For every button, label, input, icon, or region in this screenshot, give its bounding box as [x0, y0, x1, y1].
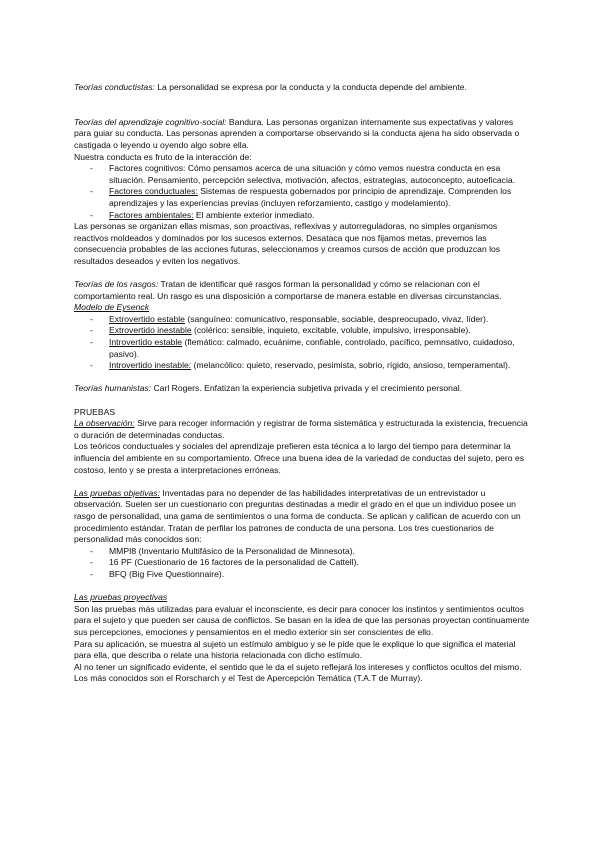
observacion-label: La observación: [74, 418, 135, 429]
objetivas-paragraph [74, 488, 532, 546]
rasgo-text: (melancólico: quieto, reservado, pesimista, sobrio, rígido, ansioso, temperamental). [191, 360, 511, 371]
proyectivas-label-line [74, 592, 532, 604]
factor-text: : Cómo pensamos acerca de una situación y cómo vemos nuestra conducta en esa situación. Pensamiento, percepción selectiva, motivación, afectos, estrategias, autoconcepto, autoeficacia. [109, 163, 516, 185]
dash-bullet: - [90, 337, 93, 348]
factor-label: Factores conductuales: [109, 186, 198, 197]
rasgos-title: Teorías de los rasgos: [74, 279, 159, 290]
list-item [74, 546, 532, 558]
rasgo-label: Extrovertido inestable [109, 325, 192, 336]
proyectivas-paragraph-3: Al no tener un significado evidente, el sentido que le da el sujeto reflejará los intereses y conflictos ocultos del mismo. Los más conocidos son el Rorscharch y el Test de Apercepción Temática (T.A.T de Murray). [74, 661, 522, 684]
interaccion-intro: Nuestra conducta es fruto de la interacción de: [74, 151, 252, 162]
cognitivo-social-closing: Las personas se organizan ellas mismas, son proactivas, reflexivas y autorreguladoras, no simples organismos reactivos moldeados y dominados por los sucesos externos. Desataca que nos fijamos metas, prevemos las consecuencia probables de las acciones futuras, seleccionamos y creamos cursos de acción que produzcan los resultados deseados y eviten los negativos. [74, 221, 501, 266]
conductistas-text: La personalidad se expresa por la conducta y la conducta depende del ambiente. [154, 82, 467, 92]
rasgos-text: Tratan de identificar qué rasgos forman la personalidad y cómo se relacionan con el comportamiento real. Un rasgo es una disposición a comportarse de manera estable en diversas circunstancias. [74, 279, 502, 301]
humanistas-title: Teorías humanistas: [74, 383, 152, 394]
rasgo-label: Introvertido estable [109, 337, 183, 348]
factor-label: Factores ambientales: [109, 209, 194, 220]
list-item [74, 186, 532, 209]
dash-bullet: - [90, 545, 93, 556]
eysenck-label-text: Modelo de Eysenck [74, 302, 149, 313]
dash-bullet: - [90, 313, 93, 324]
proyectivas-paragraph-1: Son las pruebas más utilizadas para evaluar el inconsciente, es decir para conocer los instintos y sentimientos ocultos para el sujeto y que pueden ser causa de conflictos. Se basan en la idea de que las personas proyectan continuamente sus percepciones, emociones y pensamientos en el medio exterior sin ser conscientes de ello. [74, 603, 530, 637]
eysenck-list [74, 314, 532, 372]
list-item [74, 337, 532, 360]
proyectivas-label: Las pruebas proyectivas [74, 592, 168, 603]
dash-bullet: - [90, 163, 93, 174]
list-item [74, 569, 532, 581]
cuestionario-text: BFQ (Big Five Questionnaire). [109, 568, 225, 579]
cuestionarios-list [74, 546, 532, 581]
rasgo-text: (sanguíneo: comunicativo, responsable, sociable, despreocupado, vivaz, líder). [184, 313, 489, 324]
observacion-paragraph [74, 418, 532, 441]
objetivas-text: Inventadas para no depender de las habilidades interpretativas de un entrevistador u observación. Suelen ser un cuestionario con preguntas destinadas a medir el grado en el que un individuo posee un rasgo de personalidad, una gama de sentimientos o una forma de conducta. Se aplican y califican de acuerdo con un procedimiento estándar. Tratan de perfilar los patrones de conducta de una persona. Los tres cuestionarios de personalidad más conocidos son: [74, 487, 521, 545]
document-page [74, 82, 532, 685]
humanistas-paragraph [74, 383, 532, 395]
eysenck-model-label [74, 302, 532, 314]
factores-list [74, 163, 532, 221]
rasgo-label: Extrovertido estable [109, 313, 185, 324]
dash-bullet: - [90, 325, 93, 336]
cognitivo-social-text: Bandura. Las personas organizan internamente sus expectativas y valores para guiar su conducta. Las personas aprenden a comportarse observando si la conducta ajena ha sido observada o castigada o leyendo u oyendo algo sobre ella. [74, 116, 520, 150]
cuestionario-text: 16 PF (Cuestionario de 16 factores de la personalidad de Cattell). [109, 557, 359, 568]
rasgo-text: (flemático: calmado, ecuánime, confiable, controlado, pacífico, pemnsativo, cuidadoso, pasivo). [109, 337, 515, 359]
pruebas-heading: PRUEBAS [74, 406, 116, 417]
objetivas-label: Las pruebas objetivas: [74, 487, 160, 498]
factor-text: El ambiente exterior inmediato. [193, 209, 315, 220]
list-item [74, 557, 532, 569]
rasgo-label: Introvertido inestable: [109, 360, 192, 371]
dash-bullet: - [90, 186, 93, 197]
dash-bullet: - [90, 557, 93, 568]
list-item [74, 325, 532, 337]
factor-text: Sistemas de respuesta gobernados por principio de aprendizaje. Comprenden los aprendizajes y las experiencias previas (incluyen reforzamiento, castigo y modelamiento). [109, 186, 512, 208]
list-item [74, 360, 532, 372]
humanistas-text: Carl Rogers. Enfatizan la experiencia subjetiva privada y el crecimiento personal. [151, 383, 463, 394]
observacion-text: Sirve para recoger información y registrar de forma sistemática y estructurada la existencia, frecuencia o duración de determinadas conductas. [74, 418, 528, 440]
list-item [74, 314, 532, 326]
dash-bullet: - [90, 209, 93, 220]
list-item [74, 210, 532, 222]
factor-label: Factores cognitivos [109, 163, 184, 174]
observacion-paragraph-2: Los teóricos conductuales y sociales del aprendizaje prefieren esta técnica a lo largo del tiempo para determinar la influencia del ambiente en su comportamiento. Ofrece una buena idea de la variedad de conductas del sujeto, pero es costoso, lento y se presta a interpretaciones erróneas. [74, 441, 525, 475]
conductistas-paragraph [74, 82, 532, 94]
rasgos-paragraph [74, 279, 532, 302]
cognitivo-social-paragraph [74, 117, 532, 152]
rasgo-text: (colérico: sensible, inquieto, excitable, voluble, impulsivo, irresponsable). [191, 325, 471, 336]
proyectivas-paragraph-2: Para su aplicación, se muestra al sujeto un estímulo ambiguo y se le pide que le explique lo que significa el material para ella, que describa o relate una historia relacionada con dicho estímulo. [74, 638, 516, 661]
cognitivo-social-title: Teorías del aprendizaje cognitivo-social: [74, 116, 227, 127]
dash-bullet: - [90, 360, 93, 371]
conductistas-title: Teorías conductistas: [74, 82, 155, 92]
dash-bullet: - [90, 568, 93, 579]
cuestionario-text: MMPI8 (Inventario Multifásico de la Personalidad de Minnesota). [109, 545, 355, 556]
list-item [74, 163, 532, 186]
